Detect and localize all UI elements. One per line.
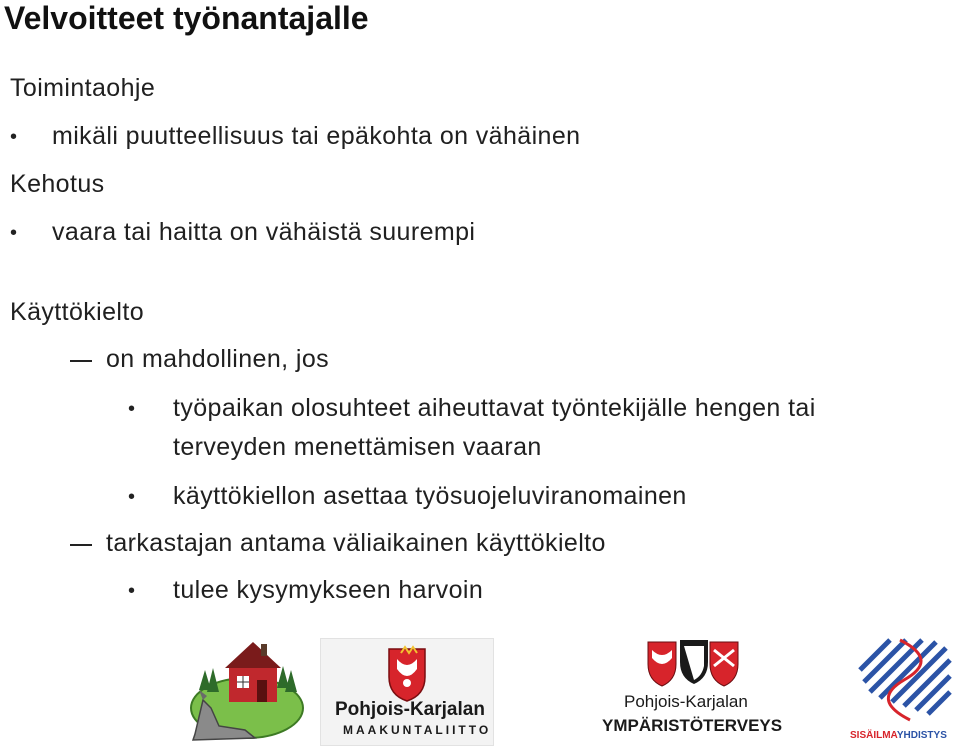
maakuntaliitto-subtitle: MAAKUNTALIITTO [343, 723, 492, 737]
sisailmayhdistys-logo [850, 630, 956, 744]
coat-of-arms-icon [321, 639, 493, 705]
heading-toimintaohje: Toimintaohje [10, 74, 156, 102]
bullet-kehotus: vaara tai haitta on vähäistä suurempi [52, 218, 476, 246]
sub-item-viranomainen: käyttökiellon asettaa työsuojeluviranomainen [173, 482, 687, 510]
dash-marker [70, 544, 92, 546]
house-wolf-logo [185, 630, 305, 742]
heading-kehotus: Kehotus [10, 170, 105, 198]
bullet-marker: • [128, 398, 136, 420]
coat-of-arms-icon [598, 636, 778, 698]
sub-item-harvoin: tulee kysymykseen harvoin [173, 576, 484, 604]
bullet-marker: • [128, 486, 136, 508]
dash-marker [70, 360, 92, 362]
bullet-marker: • [10, 222, 18, 244]
ymparistoterveys-logo [598, 636, 783, 744]
dash-item-mahdollinen: on mahdollinen, jos [106, 345, 330, 373]
sisailmayhdistys-name: SISÄILMAYHDISTYS [850, 730, 947, 741]
dash-item-tarkastaja: tarkastajan antama väliaikainen käyttökielto [106, 529, 606, 557]
bullet-toimintaohje: mikäli puutteellisuus tai epäkohta on vähäinen [52, 122, 581, 150]
bullet-marker: • [128, 580, 136, 602]
sub-item-tyopaikan-line1: työpaikan olosuhteet aiheuttavat työntekijälle hengen tai [173, 394, 816, 422]
heading-kayttokielto: Käyttökielto [10, 298, 145, 326]
slide-title: Velvoitteet työnantajalle [4, 0, 369, 36]
ymparistoterveys-name: Pohjois-Karjalan [624, 692, 748, 711]
stripes-icon [850, 630, 956, 726]
maakuntaliitto-logo [320, 638, 494, 746]
sub-item-tyopaikan-line2: terveyden menettämisen vaaran [173, 433, 542, 461]
ymparistoterveys-subtitle: YMPÄRISTÖTERVEYS [602, 716, 783, 735]
bullet-marker: • [10, 126, 18, 148]
maakuntaliitto-name: Pohjois-Karjalan [335, 699, 485, 720]
